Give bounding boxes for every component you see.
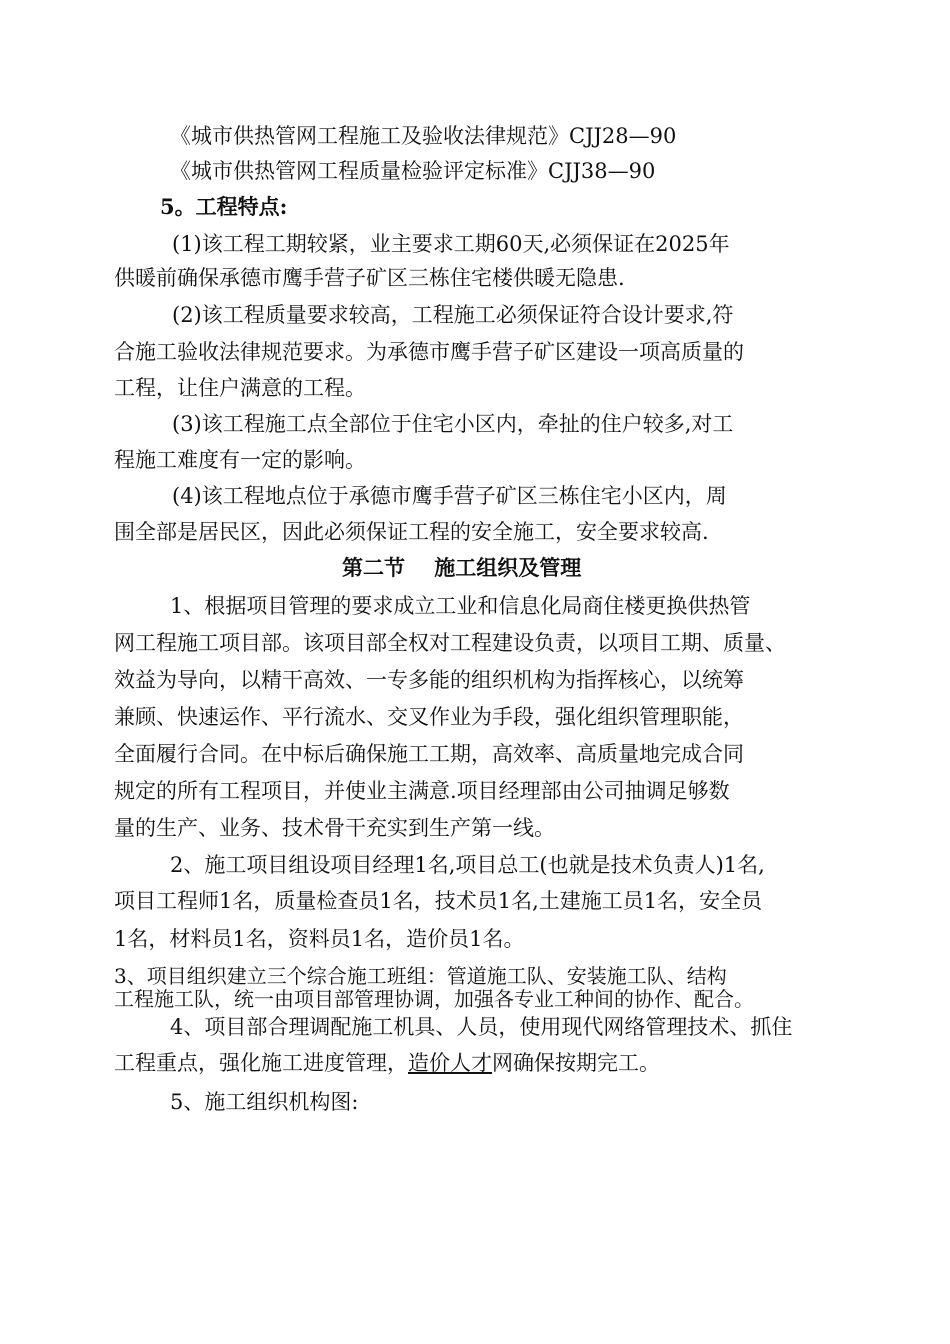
org-1-line-6: 规定的所有工程项目，并使业主满意.项目经理部由公司抽调足够数 <box>114 779 730 803</box>
reference-line-2: 《城市供热管网工程质量检验评定标准》CJJ38—90 <box>170 159 656 183</box>
feature-1-line-2: 供暖前确保承德市鹰手营子矿区三栋住宅楼供暖无隐患. <box>114 266 625 290</box>
feature-2-line-2: 合施工验收法律规范要求。为承德市鹰手营子矿区建设一项高质量的 <box>114 340 744 364</box>
org-4-line-2 <box>114 1048 660 1078</box>
org-4-line-2-text-b: 网确保按期完工。 <box>492 1051 660 1075</box>
org-2-line-3: 1名，材料员1名，资料员1名，造价员1名。 <box>114 927 525 951</box>
org-4-line-1: 4、项目部合理调配施工机具、人员，使用现代网络管理技术、抓住 <box>170 1015 793 1039</box>
org-3-line-1: 3、项目组织建立三个综合施工班组：管道施工队、安装施工队、结构 <box>114 964 727 988</box>
section-title: 第二节 施工组织及管理 <box>342 555 582 580</box>
org-4-line-2-text-a: 工程重点，强化施工进度管理， <box>114 1051 408 1075</box>
heading-project-features: 5。工程特点: <box>160 194 288 219</box>
feature-3-line-2: 程施工难度有一定的影响。 <box>114 448 366 472</box>
org-1-line-3: 效益为导向，以精干高效、一专多能的组织机构为指挥核心，以统筹 <box>114 668 744 692</box>
reference-line-1: 《城市供热管网工程施工及验收法律规范》CJJ28—90 <box>170 124 677 148</box>
org-1-line-2: 网工程施工项目部。该项目部全权对工程建设负责，以项目工期、质量、 <box>114 631 786 655</box>
org-1-line-1: 1、根据项目管理的要求成立工业和信息化局商住楼更换供热管 <box>170 594 751 618</box>
org-1-line-5: 全面履行合同。在中标后确保施工工期，高效率、高质量地完成合同 <box>114 742 744 766</box>
feature-3-line-1: (3)该工程施工点全部位于住宅小区内，牵扯的住户较多,对工 <box>172 412 734 436</box>
feature-2-line-1: (2)该工程质量要求较高，工程施工必须保证符合设计要求,符 <box>172 303 734 327</box>
feature-4-line-2: 围全部是居民区，因此必须保证工程的安全施工，安全要求较高. <box>114 520 709 544</box>
feature-4-line-1: (4)该工程地点位于承德市鹰手营子矿区三栋住宅小区内，周 <box>172 484 727 508</box>
org-2-line-1: 2、施工项目组设项目经理1名,项目总工(也就是技术负责人)1名, <box>170 853 765 877</box>
org-3-line-2: 工程施工队，统一由项目部管理协调，加强各专业工种间的协作、配合。 <box>114 987 754 1011</box>
cost-talent-link[interactable]: 造价人才 <box>408 1051 492 1075</box>
feature-2-line-3: 工程，让住户满意的工程。 <box>114 376 366 400</box>
org-1-line-4: 兼顾、快速运作、平行流水、交叉作业为手段，强化组织管理职能， <box>114 705 744 729</box>
org-1-line-7: 量的生产、业务、技术骨干充实到生产第一线。 <box>114 816 555 840</box>
org-2-line-2: 项目工程师1名，质量检查员1名，技术员1名,土建施工员1名，安全员 <box>114 889 763 913</box>
feature-1-line-1: (1)该工程工期较紧，业主要求工期60天,必须保证在2025年 <box>172 232 730 256</box>
org-5-line: 5、施工组织机构图: <box>170 1090 359 1114</box>
